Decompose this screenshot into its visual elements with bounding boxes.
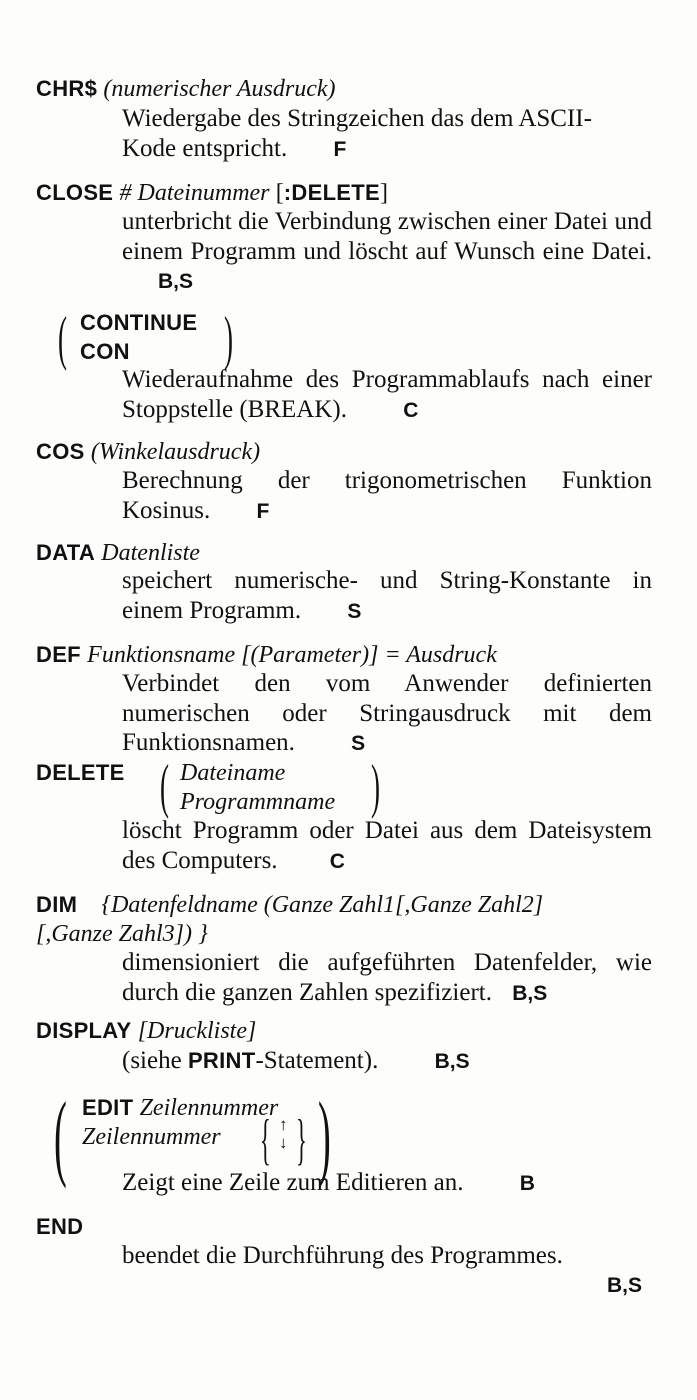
edit-desc [122,1168,535,1199]
cos-desc-text: Berechnung der trigonometrischen Funktion Kosinus. [122,467,652,524]
end-keyword: END [36,1214,84,1239]
close-keyword: CLOSE [36,180,114,205]
def-arg: Funktionsname [(Parameter)] = Ausdruck [87,642,497,668]
edit-line1 [82,1093,278,1123]
def-heading [36,640,497,670]
delete-tag: C [329,849,345,873]
chr-desc-line2-text: Kode entspricht. [122,135,288,162]
delete-keyword: DELETE [36,760,125,785]
edit-arg1: Zeilennummer [139,1095,279,1121]
display-desc-keyword: PRINT [187,1048,256,1073]
dim-heading [36,890,543,920]
con-keyword-line [80,337,130,367]
continue-desc [122,365,652,425]
data-arg: Datenliste [101,540,200,566]
delete-desc [122,816,652,876]
dim-desc [122,948,652,1008]
dim-arg-line2: [,Ganze Zahl3]) [36,921,193,947]
edit-arrow-left-brace: { [260,1109,271,1171]
con-keyword: CON [80,339,130,364]
chr-keyword: CHR$ [36,76,98,101]
cos-heading [36,437,260,467]
cos-arg: (Winkelausdruck) [90,439,261,465]
display-tag: B,S [434,1050,470,1073]
edit-arg2: Zeilennummer [82,1124,221,1150]
edit-line2 [82,1122,221,1152]
chr-desc-line2 [122,134,346,165]
delete-option1: Dateiname [180,760,286,786]
data-keyword: DATA [36,540,96,565]
dim-desc-text: dimensioniert die aufgeführten Datenfelder, wie durch die ganzen Zahlen spezifiziert. [122,949,652,1006]
display-keyword: DISPLAY [36,1018,132,1043]
delete-option1-line [180,758,285,788]
def-desc [122,669,652,759]
delete-left-brace: ( [160,753,169,819]
display-desc-pre: (siehe [122,1047,188,1074]
data-heading [36,538,200,568]
end-heading [36,1212,83,1242]
close-desc-text: unterbricht die Verbindung zwischen einer Datei und einem Programm und löscht auf Wunsch eine Datei. [122,208,652,265]
close-opt-keyword: :DELETE [283,180,380,205]
data-desc-text: speichert numerische- und String-Konstante in einem Programm. [122,567,652,624]
def-keyword: DEF [36,642,81,667]
continue-keyword: CONTINUE [80,310,198,335]
edit-right-brace: ) [318,1082,331,1189]
arrow-up-icon: ↑ [279,1115,288,1134]
continue-desc-text: Wiederaufnahme des Programmablaufs nach einer Stoppstelle (BREAK). [122,366,652,423]
chr-arg: (numerischer Ausdruck) [103,76,336,102]
continue-keyword-line [80,308,197,338]
chr-desc-line1: Wiedergabe des Stringzeichen das dem ASCII- [122,105,592,132]
dim-keyword: DIM [36,892,78,917]
dim-brace-close: } [198,921,208,947]
edit-keyword: EDIT [82,1095,134,1120]
continue-tag: C [403,398,419,422]
dim-heading-line2 [36,919,208,949]
cos-desc [122,466,652,526]
arrow-down-icon: ↓ [279,1133,288,1152]
display-desc [122,1046,470,1077]
display-heading [36,1016,256,1046]
close-arg: # Dateinummer [119,180,270,206]
cos-tag: F [256,499,270,523]
display-arg: [Druckliste] [137,1018,257,1044]
chr-tag: F [333,138,347,161]
delete-option2: Programmname [180,789,336,815]
delete-desc-text: löscht Programm oder Datei aus dem Dateisystem des Computers. [122,817,652,874]
dim-brace-open: { [101,892,112,918]
edit-desc-text: Zeigt eine Zeile zum Editieren an. [122,1169,464,1196]
cos-keyword: COS [36,439,85,464]
edit-arrow-right-brace: } [296,1109,307,1171]
end-tag: B,S [607,1274,643,1297]
edit-left-brace: ( [54,1082,67,1189]
continue-right-brace: ) [224,305,233,371]
delete-option2-line [180,787,335,817]
dim-arg-line1: Datenfeldname (Ganze Zahl1[,Ganze Zahl2] [111,892,544,918]
data-tag: S [347,599,362,623]
def-tag: S [351,732,366,755]
delete-right-brace: ) [371,753,380,819]
end-desc: beendet die Durchführung des Programmes. [122,1242,563,1269]
chr-heading [36,74,336,104]
close-opt-close: ] [380,180,388,206]
close-heading [36,178,388,208]
data-desc [122,566,652,626]
dim-tag: B,S [512,981,548,1005]
close-opt-open: [ [275,180,284,206]
end-tag-line [607,1270,642,1301]
close-tag: B,S [158,270,194,293]
def-desc-text: Verbindet den vom Anwender definierten numerischen oder Stringausdruck mit dem Funktionsnamen. [122,670,652,756]
close-desc [122,207,652,297]
delete-heading [36,758,125,788]
continue-left-brace: ( [58,305,67,371]
edit-tag: B [519,1172,535,1195]
display-desc-post: -Statement). [255,1047,379,1074]
